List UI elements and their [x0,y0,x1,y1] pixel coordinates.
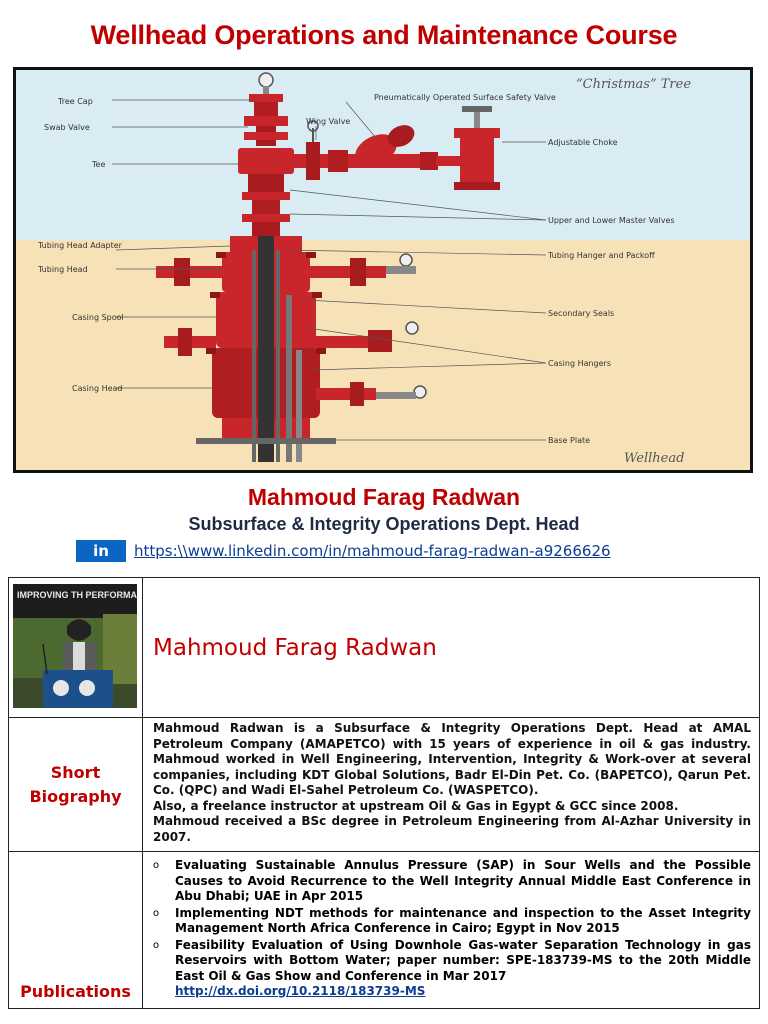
label-tubing-head-adapter: Tubing Head Adapter [38,241,122,250]
diagram-heading: “Christmas” Tree [576,77,692,92]
pub-label-cell [9,852,143,1009]
publication-item [153,858,751,905]
diagram-footer: Wellhead [624,451,685,466]
label-tubing-hanger: Tubing Hanger and Packoff [548,251,655,260]
bio-paragraph: Mahmoud Radwan is a Subsurface & Integrity Operations Dept. Head at AMAL Petroleum Company (AMAPETCO) with 15 years of experience in oil & gas industry. Mahmoud worked in Well Engineering, Intervention, Integrity & Work-over at several companies, including KDT Global Solutions, Badr El-Din Pet. Co. (BAPETCO), Qarun Pet. Co. (QPC) and Wadi El-Sahel Petroleum Co. (WASPETCO). [153,721,751,797]
label-wing-valve: Wing Valve [306,117,351,126]
label-casing-head: Casing Head [72,384,123,393]
label-casing-hangers: Casing Hangers [548,359,612,368]
label-swab-valve: Swab Valve [44,123,90,132]
label-safety-valve: Pneumatically Operated Surface Safety Valve [374,93,556,102]
label-secondary-seals: Secondary Seals [548,309,615,318]
author-name: Mahmoud Farag Radwan [247,484,521,510]
bio-paragraph: Mahmoud received a BSc degree in Petroleum Engineering from Al-Azhar University in 2007. [153,814,751,844]
author-role: Subsurface & Integrity Operations Dept. Head [188,514,580,534]
christmas-tree-diagram [13,67,753,473]
pub-cell [143,852,760,1009]
label-adjustable-choke: Adjustable Choke [548,138,618,147]
photo-cell [9,578,143,718]
publication-text: Feasibility Evaluation of Using Downhole Gas-water Separation Technology in gas Reservoirs with Bottom Water; paper number: SPE-183739-MS to the 20th Middle East Oil & Gas Show and Conference in Mar 2017 [175,937,751,983]
publication-text: Implementing NDT methods for maintenance and inspection to the Asset Integrity Management North Africa Conference in Cairo; Egypt in Nov 2015 [175,905,751,935]
profile-name: Mahmoud Farag Radwan [153,634,437,661]
publication-text: Evaluating Sustainable Annulus Pressure (SAP) in Sour Wells and the Possible Causes to Avoid Recurrence to the Well Integrity Annual Middle East Conference in Abu Dhabi; UAE in Apr 2015 [175,858,751,903]
linkedin-icon[interactable]: in [76,540,126,562]
bullet-icon: o [153,939,160,951]
profile-table [8,577,760,1009]
bio-paragraph: Also, a freelance instructor at upstream Oil & Gas in Egypt & GCC since 2008. [153,798,679,813]
bio-text [153,721,751,845]
linkedin-row [76,539,611,563]
bullet-icon: o [153,860,160,871]
linkedin-link[interactable]: https:\\www.linkedin.com/in/mahmoud-farag-radwan-a9266626 [134,542,611,560]
label-tee: Tee [92,160,106,169]
publication-item [153,937,751,1000]
speaker-photo [13,584,137,708]
label-base-plate: Base Plate [548,436,591,445]
bio-label-line2: Biography [29,786,122,806]
bio-label-line1: Short [50,762,101,782]
publication-item [153,905,751,937]
label-tubing-head: Tubing Head [38,265,88,274]
publication-doi-link[interactable]: http://dx.doi.org/10.2118/183739-MS [175,984,426,998]
publication-list [153,858,751,1000]
photo-banner-text: IMPROVING TH PERFORMA [17,590,137,600]
name-cell [143,578,760,718]
label-master-valves: Upper and Lower Master Valves [548,216,675,225]
bullet-icon: o [153,907,160,919]
pub-label: Publications [20,982,131,1001]
page-title: Wellhead Operations and Maintenance Course [90,20,678,50]
bio-cell [143,718,760,852]
label-casing-spool: Casing Spool [72,313,124,322]
bio-label [9,761,142,809]
label-tree-cap: Tree Cap [58,97,93,106]
bio-label-cell [9,718,143,852]
wellhead-illustration [16,70,750,470]
base-plate-icon [196,438,336,444]
